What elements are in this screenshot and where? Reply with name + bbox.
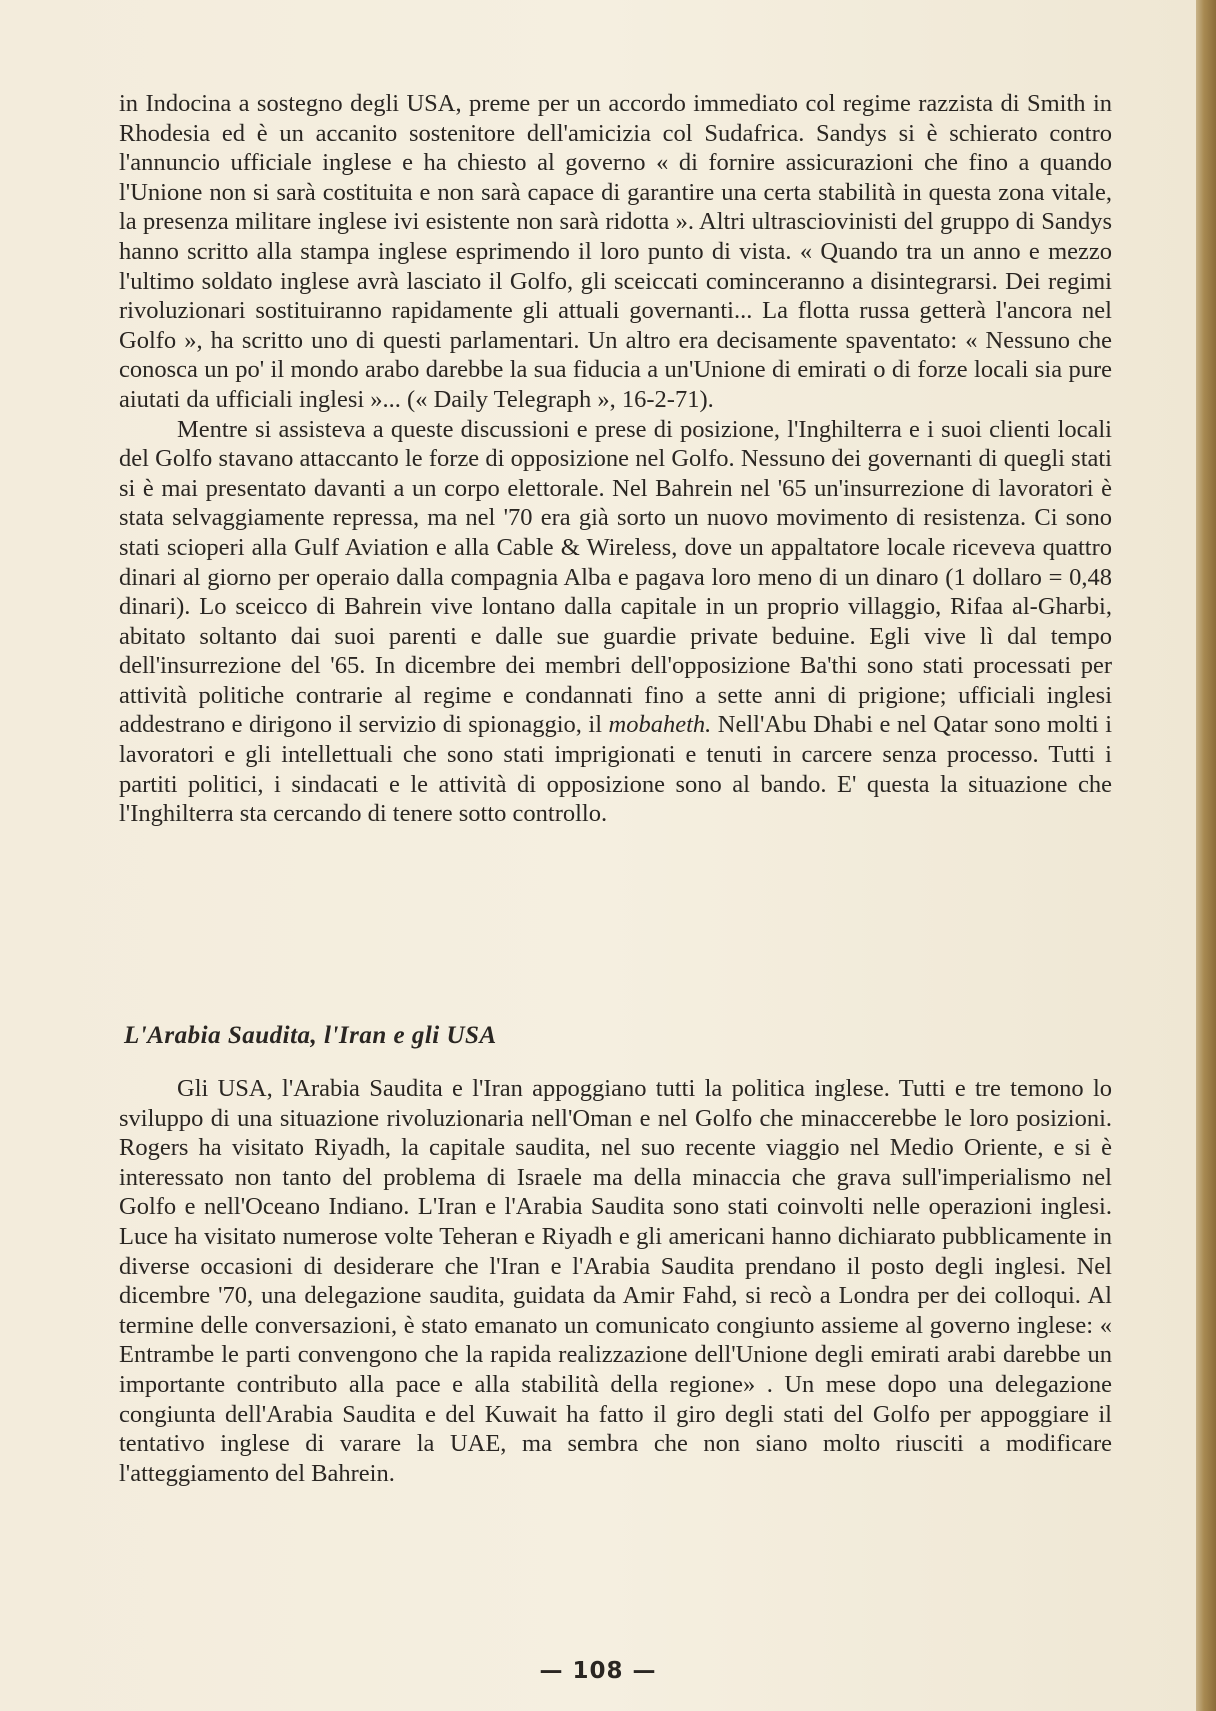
page-number: — 108 —	[539, 1658, 657, 1684]
body-text-top	[119, 89, 1112, 829]
section-heading: L'Arabia Saudita, l'Iran e gli USA	[124, 1022, 497, 1049]
paragraph-2	[119, 415, 1112, 829]
paragraph-1: in Indocina a sostegno degli USA, preme per un accordo immediato col regime razzista di Smith in Rhodesia ed è un accanito sostenitore dell'amicizia col Sudafrica. Sandys si è schierato contro l'annuncio ufficiale inglese e ha chiesto al governo « di fornire assicurazioni che fino a quando l'Unione non si sarà costituita e non sarà capace di garantire una certa stabilità in questa zona vitale, la presenza militare inglese ivi esistente non sarà ridotta ». Altri ultrasciovinisti del gruppo di Sandys hanno scritto alla stampa inglese esprimendo il loro punto di vista. « Quando tra un anno e mezzo l'ultimo soldato inglese avrà lasciato il Golfo, gli sceiccati cominceranno a disintegrarsi. Dei regimi rivoluzionari sostituiranno rapidamente gli attuali governanti... La flotta russa getterà l'ancora nel Golfo », ha scritto uno di questi parlamentari. Un altro era decisamente spaventato: « Nessuno che conosca un po' il mondo arabo darebbe la sua fiducia a un'Unione di emirati o di forze locali sia pure aiutati da ufficiali inglesi »... (« Daily Telegraph », 16-2-71).	[119, 90, 1112, 413]
body-text-bottom	[119, 1074, 1112, 1488]
paragraph-2-text-a: Mentre si assisteva a queste discussioni e prese di posizione, l'Inghilterra e i suoi clienti locali del Golfo stavano attaccanto le forze di opposizione nel Golfo. Nessuno dei governanti di quegli stati si è mai presentato davanti a un corpo elettorale. Nel Bahrein nel '65 un'insurrezione di lavoratori è stata selvaggiamente repressa, ma nel '70 era già sorto un nuovo movimento di resistenza. Ci sono stati scioperi alla Gulf Aviation e alla Cable & Wireless, dove un appaltatore locale riceveva quattro dinari al giorno per operaio dalla compagnia Alba e pagava loro meno di un dinaro (1 dollaro = 0,48 dinari). Lo sceicco di Bahrein vive lontano dalla capitale in un proprio villaggio, Rifaa al-Gharbi, abitato soltanto dai suoi parenti e dalle sue guardie private beduine. Egli vive lì dal tempo dell'insurrezione del '65. In dicembre dei membri dell'opposizione Ba'thi sono stati processati per attività politiche contrarie al regime e condannati fino a sette anni di prigione; ufficiali inglesi addestrano e dirigono il servizio di spionaggio, il	[119, 415, 1112, 739]
paragraph-2-text-b: Nell'Abu Dhabi e nel Qatar sono molti i lavoratori e gli intellettuali che sono stati imprigionati e tenuti in carcere senza processo. Tutti i partiti politici, i sindacati e le attività di opposizione sono al bando. E' questa la situazione che l'Inghilterra sta cercando di tenere sotto controllo.	[119, 711, 1113, 828]
italic-term-mobaheth: mobaheth.	[608, 711, 712, 739]
book-binding-edge	[1196, 0, 1216, 1711]
paragraph-3: Gli USA, l'Arabia Saudita e l'Iran appoggiano tutti la politica inglese. Tutti e tre temono lo sviluppo di una situazione rivoluzionaria nell'Oman e nel Golfo che minaccerebbe le loro posizioni. Rogers ha visitato Riyadh, la capitale saudita, nel suo recente viaggio nel Medio Oriente, e si è interessato non tanto del problema di Israele ma della minaccia che grava sull'imperialismo nel Golfo e nell'Oceano Indiano. L'Iran e l'Arabia Saudita sono stati coinvolti nelle operazioni inglesi. Luce ha visitato numerose volte Teheran e Riyadh e gli americani hanno dichiarato pubblicamente in diverse occasioni di desiderare che l'Iran e l'Arabia Saudita prendano il posto degli inglesi. Nel dicembre '70, una delegazione saudita, guidata da Amir Fahd, si recò a Londra per dei colloqui. Al termine delle conversazioni, è stato emanato un comunicato congiunto assieme al governo inglese: « Entrambe le parti convengono che la rapida realizzazione dell'Unione degli emirati arabi darebbe un importante contributo alla pace e alla stabilità della regione» . Un mese dopo una delegazione congiunta dell'Arabia Saudita e del Kuwait ha fatto il giro degli stati del Golfo per appoggiare il tentativo inglese di varare la UAE, ma sembra che non siano molto riusciti a modificare l'atteggiamento del Bahrein.	[119, 1075, 1112, 1487]
